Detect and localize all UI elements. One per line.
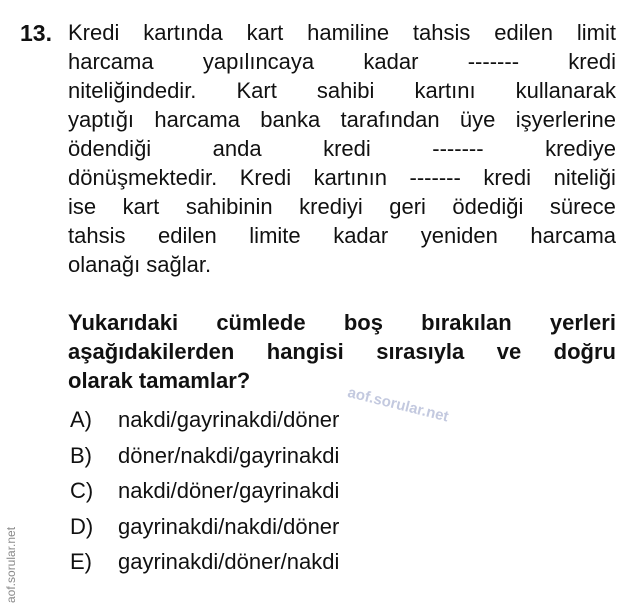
stem-word: kart xyxy=(122,194,160,219)
watermark-text: aof.sorular.net xyxy=(345,384,451,426)
stem-line xyxy=(68,76,616,105)
stem-word: kadar xyxy=(363,49,419,74)
stem-line xyxy=(68,18,616,47)
option-d[interactable] xyxy=(70,509,470,545)
stem-line xyxy=(68,221,616,250)
option-letter: B) xyxy=(70,442,92,468)
option-text: nakdi/döner/gayrinakdi xyxy=(118,478,340,503)
stem-word: kredi xyxy=(568,49,616,74)
question-prompt xyxy=(68,308,616,395)
stem-word: üye xyxy=(459,107,496,132)
option-text: nakdi/gayrinakdi/döner xyxy=(118,407,340,432)
stem-word: tarafından xyxy=(340,107,440,132)
stem-word: krediyi xyxy=(299,194,363,219)
stem-word: olanağı sağlar. xyxy=(68,252,212,277)
stem-line xyxy=(68,192,616,221)
stem-line xyxy=(68,105,616,134)
stem-word: niteliği xyxy=(553,165,616,190)
stem-word: yeniden xyxy=(420,223,498,248)
prompt-line xyxy=(68,337,616,366)
stem-word: harcama xyxy=(68,49,154,74)
stem-word: geri xyxy=(389,194,426,219)
stem-word: hamiline xyxy=(307,20,390,45)
stem-word: sahibinin xyxy=(185,194,273,219)
stem-word: ------- xyxy=(467,49,520,74)
stem-word: ise xyxy=(68,194,97,219)
prompt-word: hangisi xyxy=(266,339,344,364)
stem-word: tahsis xyxy=(412,20,471,45)
stem-word: sürece xyxy=(549,194,616,219)
prompt-word: Yukarıdaki xyxy=(68,310,179,335)
prompt-word: ve xyxy=(496,339,522,364)
prompt-word: cümlede xyxy=(216,310,306,335)
option-letter: A) xyxy=(70,407,92,432)
answer-options xyxy=(70,402,470,580)
stem-word: Kredi xyxy=(68,20,120,45)
stem-word: kartını xyxy=(414,78,476,103)
question-stem xyxy=(68,18,616,279)
prompt-word: yerleri xyxy=(549,310,616,335)
stem-word: krediye xyxy=(545,136,616,161)
stem-word: sahibi xyxy=(316,78,375,103)
stem-word: yaptığı xyxy=(68,107,135,132)
stem-word: tahsis xyxy=(68,223,126,248)
stem-word: ------- xyxy=(409,165,461,190)
stem-word: ------- xyxy=(432,136,484,161)
stem-line xyxy=(68,47,616,76)
option-letter: E) xyxy=(70,549,92,574)
prompt-line xyxy=(68,308,616,337)
option-e[interactable] xyxy=(70,544,470,580)
stem-line xyxy=(68,163,616,192)
side-watermark-text: aof.sorular.net xyxy=(4,526,18,603)
stem-word: edilen xyxy=(158,223,217,248)
stem-word: limite xyxy=(249,223,301,248)
prompt-word: doğru xyxy=(553,339,616,364)
stem-word: kart xyxy=(246,20,284,45)
stem-word: banka xyxy=(260,107,321,132)
option-letter: D) xyxy=(70,513,94,539)
option-text: gayrinakdi/nakdi/döner xyxy=(118,513,340,539)
stem-word: kredi xyxy=(483,165,532,190)
stem-word: kullanarak xyxy=(515,78,616,103)
stem-line xyxy=(68,134,616,163)
prompt-word: boş xyxy=(343,310,383,335)
option-text: döner/nakdi/gayrinakdi xyxy=(118,442,340,468)
stem-word: harcama xyxy=(530,223,616,248)
option-letter: C) xyxy=(70,478,94,503)
prompt-word: olarak tamamlar? xyxy=(68,368,251,393)
stem-word: harcama xyxy=(154,107,240,132)
stem-word: kartının xyxy=(313,165,387,190)
stem-word: niteliğindedir. xyxy=(68,78,197,103)
prompt-word: bırakılan xyxy=(421,310,512,335)
stem-word: yapılıncaya xyxy=(202,49,315,74)
stem-word: anda xyxy=(212,136,262,161)
stem-word: Kart xyxy=(236,78,277,103)
stem-word: Kredi xyxy=(239,165,292,190)
stem-word: kadar xyxy=(333,223,389,248)
stem-word: ödendiği xyxy=(68,136,152,161)
stem-word: limit xyxy=(576,20,616,45)
prompt-word: aşağıdakilerden xyxy=(68,339,235,364)
stem-line xyxy=(68,250,616,279)
option-text: gayrinakdi/döner/nakdi xyxy=(118,549,340,574)
option-b[interactable] xyxy=(70,438,470,474)
option-c[interactable] xyxy=(70,473,470,509)
stem-word: ödediği xyxy=(452,194,524,219)
stem-word: kartında xyxy=(143,20,223,45)
prompt-line xyxy=(68,366,616,395)
stem-word: kredi xyxy=(323,136,371,161)
prompt-word: sırasıyla xyxy=(376,339,465,364)
stem-word: işyerlerine xyxy=(515,107,616,132)
question-number: 13. xyxy=(20,20,52,46)
stem-word: edilen xyxy=(494,20,553,45)
stem-word: dönüşmektedir. xyxy=(68,165,218,190)
